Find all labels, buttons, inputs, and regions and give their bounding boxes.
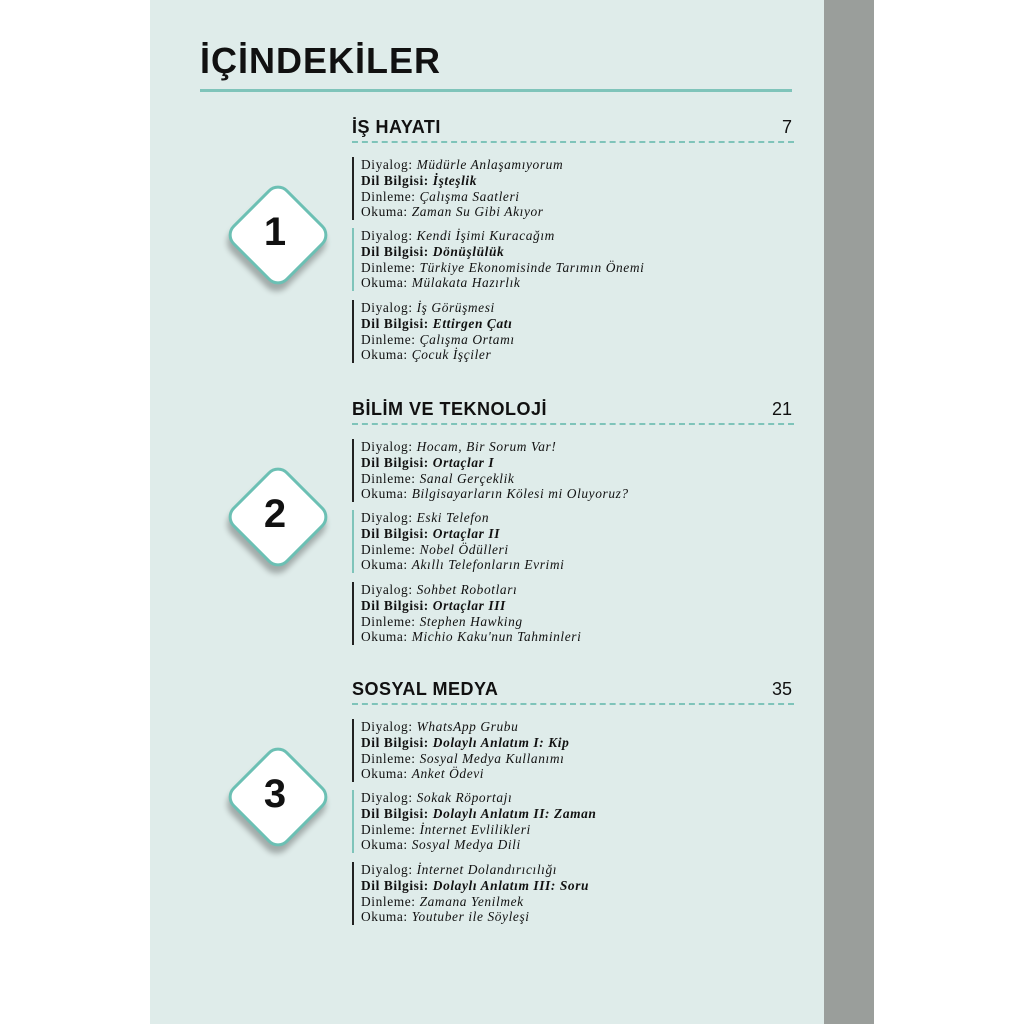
lesson-item[interactable] <box>361 486 801 502</box>
lesson-item-label: Diyalog: <box>361 510 417 525</box>
lesson-item[interactable] <box>361 822 801 838</box>
lesson-item-title: Müdürle Anlaşamıyorum <box>416 157 564 172</box>
lesson-item-label: Diyalog: <box>361 719 417 734</box>
lesson-item-label: Okuma: <box>361 275 412 291</box>
lesson-block <box>352 439 801 502</box>
lesson-item-label: Diyalog: <box>361 300 417 315</box>
lesson-item[interactable] <box>361 510 801 526</box>
lesson-item-title: Dönüşlülük <box>432 243 505 259</box>
lesson-item-title: İş Görüşmesi <box>416 300 495 315</box>
lesson-item-label: Dil Bilgisi: <box>361 597 433 613</box>
lesson-item[interactable] <box>361 332 801 348</box>
lesson-item-title: Ortaçlar III <box>432 597 506 613</box>
chapter-heading[interactable] <box>352 399 794 425</box>
chapter-title: İŞ HAYATI <box>352 117 441 137</box>
lesson-item-label: Okuma: <box>361 837 412 853</box>
lesson-block <box>352 300 801 363</box>
lesson-item-title: Sosyal Medya Dili <box>411 837 521 853</box>
lesson-item-label: Dil Bilgisi: <box>361 315 433 331</box>
lesson-item-title: WhatsApp Grubu <box>416 719 519 734</box>
lesson-item-title: İnternet Dolandırıcılığı <box>416 862 558 877</box>
lesson-item-title: Ortaçlar II <box>432 525 501 541</box>
lesson-item-title: İşteşlik <box>432 172 478 188</box>
lesson-item-label: Diyalog: <box>361 862 417 877</box>
lesson-item-title: Türkiye Ekonomisinde Tarımın Önemi <box>419 259 645 275</box>
lesson-item-title: Sokak Röportajı <box>416 790 513 805</box>
lesson-item[interactable] <box>361 909 801 925</box>
lesson-item-label: Dinleme: <box>361 259 420 275</box>
lesson-item[interactable] <box>361 837 801 853</box>
lesson-item-title: Bilgisayarların Kölesi mi Oluyoruz? <box>411 486 629 502</box>
lesson-item[interactable] <box>361 189 801 205</box>
lesson-item-label: Okuma: <box>361 557 412 573</box>
lesson-item-label: Dinleme: <box>361 470 420 486</box>
lesson-item-title: Dolaylı Anlatım I: Kip <box>432 734 570 750</box>
lesson-item-label: Diyalog: <box>361 790 417 805</box>
lesson-block <box>352 582 801 645</box>
lesson-item-label: Diyalog: <box>361 157 417 172</box>
lesson-item-title: Zamana Yenilmek <box>419 893 524 909</box>
lesson-item-label: Diyalog: <box>361 582 417 597</box>
lesson-block <box>352 157 801 220</box>
lesson-item[interactable] <box>361 735 801 751</box>
page-title: İÇİNDEKİLER <box>200 40 442 81</box>
lesson-block <box>352 790 801 853</box>
lesson-item[interactable] <box>361 316 801 332</box>
lesson-item-label: Dinleme: <box>361 821 420 837</box>
lesson-item-label: Okuma: <box>361 629 412 645</box>
lesson-item-label: Dil Bilgisi: <box>361 877 433 893</box>
lesson-item-title: Stephen Hawking <box>419 613 523 629</box>
chapter-number: 1 <box>263 210 287 254</box>
lesson-block <box>352 719 801 782</box>
lesson-item[interactable] <box>361 455 801 471</box>
lesson-item[interactable] <box>361 228 801 244</box>
lesson-item-label: Dil Bilgisi: <box>361 805 433 821</box>
chapter-heading[interactable] <box>352 117 794 143</box>
lesson-item-label: Okuma: <box>361 204 412 220</box>
chapter-number: 2 <box>263 492 287 536</box>
lesson-item-title: Anket Ödevi <box>411 766 485 782</box>
chapter-page-number: 35 <box>771 679 792 699</box>
lesson-item[interactable] <box>361 300 801 316</box>
lesson-item[interactable] <box>361 347 801 363</box>
lesson-item-title: İnternet Evlilikleri <box>419 821 531 837</box>
lesson-item[interactable] <box>361 719 801 735</box>
lesson-item-title: Eski Telefon <box>416 510 490 525</box>
lesson-item-label: Dinleme: <box>361 613 420 629</box>
chapter-heading[interactable] <box>352 679 794 705</box>
lesson-item-title: Dolaylı Anlatım III: Soru <box>432 877 590 893</box>
lesson-item-title: Çalışma Saatleri <box>419 188 520 204</box>
chapter-divider <box>352 423 794 425</box>
lesson-item-label: Dil Bilgisi: <box>361 243 433 259</box>
lesson-item[interactable] <box>361 471 801 487</box>
lesson-item[interactable] <box>361 244 801 260</box>
lesson-item-title: Akıllı Telefonların Evrimi <box>411 557 565 573</box>
lesson-item-label: Dinleme: <box>361 331 420 347</box>
lesson-item-label: Diyalog: <box>361 439 417 454</box>
lesson-item[interactable] <box>361 598 801 614</box>
lesson-item[interactable] <box>361 173 801 189</box>
chapter-title: BİLİM VE TEKNOLOJİ <box>352 399 548 419</box>
lesson-item-title: Michio Kaku'nun Tahminleri <box>411 629 582 645</box>
lesson-item-label: Dil Bilgisi: <box>361 734 433 750</box>
lesson-item-title: Zaman Su Gibi Akıyor <box>411 204 544 220</box>
lesson-item[interactable] <box>361 766 801 782</box>
lesson-item[interactable] <box>361 557 801 573</box>
lesson-item[interactable] <box>361 862 801 878</box>
lesson-item-label: Dinleme: <box>361 188 420 204</box>
lesson-item-title: Mülakata Hazırlık <box>411 275 521 291</box>
lesson-item[interactable] <box>361 275 801 291</box>
lesson-item-label: Dil Bilgisi: <box>361 172 433 188</box>
lesson-item-title: Ortaçlar I <box>432 454 495 470</box>
lesson-item-label: Okuma: <box>361 486 412 502</box>
chapter-number: 3 <box>263 772 287 816</box>
lesson-item[interactable] <box>361 894 801 910</box>
lesson-item-label: Dinleme: <box>361 893 420 909</box>
lesson-item-title: Çalışma Ortamı <box>419 331 515 347</box>
lesson-block <box>352 228 801 291</box>
chapter-page-number: 7 <box>781 117 792 137</box>
lesson-item-label: Diyalog: <box>361 228 417 243</box>
lesson-item-title: Youtuber ile Söyleşi <box>411 909 530 925</box>
chapter-title: SOSYAL MEDYA <box>352 679 499 699</box>
lesson-block <box>352 862 801 925</box>
lesson-item-title: Dolaylı Anlatım II: Zaman <box>432 805 597 821</box>
lesson-item[interactable] <box>361 439 801 455</box>
lesson-item-title: Nobel Ödülleri <box>419 541 509 557</box>
page-edge-strip <box>824 0 874 1024</box>
lesson-item-label: Okuma: <box>361 766 412 782</box>
chapter-page-number: 21 <box>771 399 792 419</box>
lesson-item[interactable] <box>361 751 801 767</box>
lesson-item-label: Dinleme: <box>361 541 420 557</box>
lesson-item-title: Çocuk İşçiler <box>411 347 492 363</box>
chapter-divider <box>352 141 794 143</box>
lesson-item-title: Hocam, Bir Sorum Var! <box>416 439 557 454</box>
lesson-block <box>352 510 801 573</box>
lesson-item[interactable] <box>361 582 801 598</box>
chapter-divider <box>352 703 794 705</box>
lesson-item[interactable] <box>361 526 801 542</box>
lesson-item-title: Sanal Gerçeklik <box>419 470 515 486</box>
lesson-item-title: Sosyal Medya Kullanımı <box>419 750 565 766</box>
lesson-item[interactable] <box>361 204 801 220</box>
lesson-item-title: Kendi İşimi Kuracağım <box>416 228 555 243</box>
lesson-item[interactable] <box>361 806 801 822</box>
lesson-item[interactable] <box>361 878 801 894</box>
lesson-item-title: Ettirgen Çatı <box>432 315 513 331</box>
lesson-item-label: Dinleme: <box>361 750 420 766</box>
lesson-item-title: Sohbet Robotları <box>416 582 518 597</box>
lesson-item[interactable] <box>361 790 801 806</box>
lesson-item[interactable] <box>361 629 801 645</box>
lesson-item-label: Dil Bilgisi: <box>361 454 433 470</box>
lesson-item-label: Okuma: <box>361 347 412 363</box>
lesson-item-label: Okuma: <box>361 909 412 925</box>
lesson-item-label: Dil Bilgisi: <box>361 525 433 541</box>
lesson-item[interactable] <box>361 157 801 173</box>
title-divider <box>200 89 792 92</box>
lesson-item[interactable] <box>361 614 801 630</box>
lesson-item[interactable] <box>361 260 801 276</box>
lesson-item[interactable] <box>361 542 801 558</box>
